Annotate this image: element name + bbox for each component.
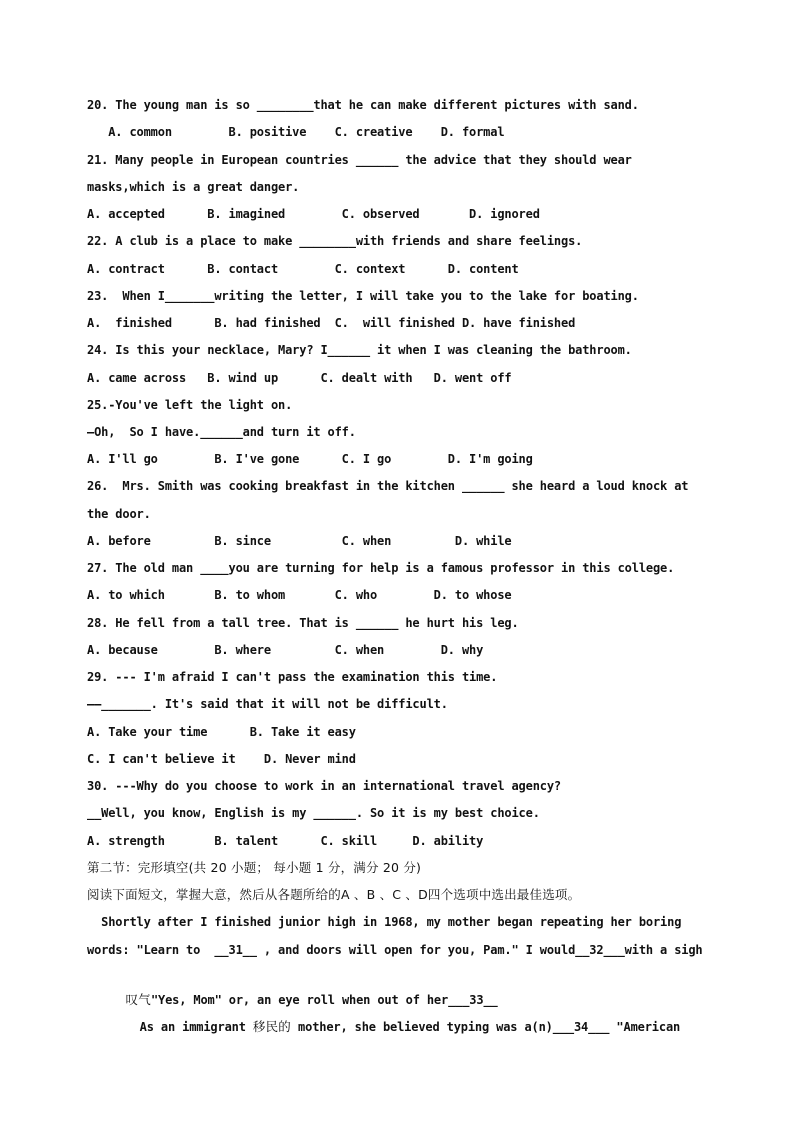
passage-gloss-immigrant: 移民的 xyxy=(252,1019,291,1034)
question-21-options: A. accepted B. imagined C. observed D. ignored xyxy=(87,207,540,221)
question-20-stem: 20. The young man is so ________that he can make different pictures with sand. xyxy=(87,98,639,112)
question-29-options: A. Take your time B. Take it easy xyxy=(87,725,356,739)
question-22-stem: 22. A club is a place to make ________with friends and share feelings. xyxy=(87,234,583,248)
passage-line-4-end: mother, she believed typing was a(n)___34___ "American xyxy=(290,1020,681,1034)
question-28-options: A. because B. where C. when D. why xyxy=(87,643,484,657)
question-29-stem-cont: ——_______. It's said that it will not be difficult. xyxy=(87,697,448,711)
question-29-options-cont: C. I can't believe it D. Never mind xyxy=(87,752,356,766)
passage-line-4-start: As an immigrant xyxy=(125,1020,253,1034)
section-instruction: 阅读下面短文，掌握大意，然后从各题所给的A 、B 、C 、D四个选项中选出最佳选项。 xyxy=(87,887,581,902)
question-27-options: A. to which B. to whom C. who D. to whose xyxy=(87,588,512,602)
passage-line-2: words: "Learn to __31__ , and doors will open for you, Pam." I would__32___with a sigh xyxy=(87,943,703,957)
passage-line-1: Shortly after I finished junior high in 1968, my mother began repeating her boring xyxy=(87,915,682,929)
question-25-options: A. I'll go B. I've gone C. I go D. I'm going xyxy=(87,452,533,466)
passage-line-4 xyxy=(87,997,680,1054)
question-23-options: A. finished B. had finished C. will finished D. have finished xyxy=(87,316,576,330)
passage-line-3-text: "Yes, Mom" or, an eye roll when out of her___33__ xyxy=(150,993,498,1007)
question-26-stem-cont: the door. xyxy=(87,507,151,521)
question-23-stem: 23. When I_______writing the letter, I will take you to the lake for boating. xyxy=(87,289,639,303)
question-26-options: A. before B. since C. when D. while xyxy=(87,534,512,548)
question-24-stem: 24. Is this your necklace, Mary? I______ it when I was cleaning the bathroom. xyxy=(87,343,632,357)
question-21-stem: 21. Many people in European countries ______ the advice that they should wear xyxy=(87,153,632,167)
question-25-stem-cont: —Oh, So I have.______and turn it off. xyxy=(87,425,356,439)
section-title: 第二节：完形填空(共 20 小题； 每小题 1 分，满分 20 分) xyxy=(87,860,422,875)
question-20-options: A. common B. positive C. creative D. formal xyxy=(87,125,505,139)
question-30-stem-cont: __Well, you know, English is my ______. So it is my best choice. xyxy=(87,806,540,820)
passage-gloss-sigh: 叹气 xyxy=(125,992,151,1007)
question-24-options: A. came across B. wind up C. dealt with D. went off xyxy=(87,371,512,385)
question-27-stem: 27. The old man ____you are turning for help is a famous professor in this college. xyxy=(87,561,675,575)
question-30-options: A. strength B. talent C. skill D. ability xyxy=(87,834,484,848)
question-28-stem: 28. He fell from a tall tree. That is ______ he hurt his leg. xyxy=(87,616,519,630)
question-29-stem: 29. --- I'm afraid I can't pass the examination this time. xyxy=(87,670,498,684)
question-26-stem: 26. Mrs. Smith was cooking breakfast in the kitchen ______ she heard a loud knock at xyxy=(87,479,689,493)
question-25-stem: 25.-You've left the light on. xyxy=(87,398,293,412)
question-22-options: A. contract B. contact C. context D. content xyxy=(87,262,519,276)
question-21-stem-cont: masks,which is a great danger. xyxy=(87,180,300,194)
question-30-stem: 30. ---Why do you choose to work in an international travel agency? xyxy=(87,779,561,793)
